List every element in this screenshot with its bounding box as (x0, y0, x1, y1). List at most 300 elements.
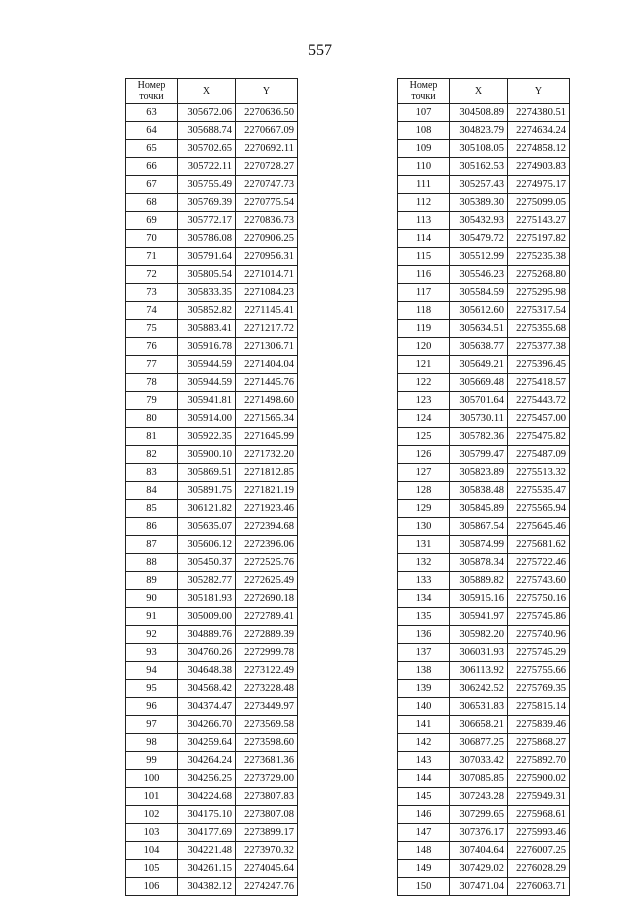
cell-x: 304382.12 (178, 878, 236, 896)
table-row (126, 338, 298, 356)
cell-x: 304648.38 (178, 662, 236, 680)
cell-point-number: 74 (126, 302, 178, 320)
cell-y: 2275769.35 (508, 680, 570, 698)
cell-y: 2275900.02 (508, 770, 570, 788)
table-row (398, 158, 570, 176)
cell-x: 305672.06 (178, 104, 236, 122)
cell-y: 2275457.00 (508, 410, 570, 428)
table-row (398, 356, 570, 374)
table-header-row (126, 79, 298, 104)
table-row (126, 770, 298, 788)
table-row (126, 842, 298, 860)
table-row (126, 284, 298, 302)
cell-y: 2271306.71 (236, 338, 298, 356)
cell-point-number: 108 (398, 122, 450, 140)
table-body-right (398, 104, 570, 896)
cell-x: 305755.49 (178, 176, 236, 194)
cell-y: 2273681.36 (236, 752, 298, 770)
cell-y: 2275443.72 (508, 392, 570, 410)
cell-x: 304259.64 (178, 734, 236, 752)
table-row (398, 878, 570, 896)
cell-point-number: 106 (126, 878, 178, 896)
cell-x: 305722.11 (178, 158, 236, 176)
table-row (126, 122, 298, 140)
cell-x: 305584.59 (450, 284, 508, 302)
cell-x: 305546.23 (450, 266, 508, 284)
cell-point-number: 100 (126, 770, 178, 788)
cell-x: 304568.42 (178, 680, 236, 698)
table-row (126, 374, 298, 392)
table-row (398, 374, 570, 392)
table-row (398, 608, 570, 626)
cell-y: 2275968.61 (508, 806, 570, 824)
cell-x: 305922.35 (178, 428, 236, 446)
cell-x: 305791.64 (178, 248, 236, 266)
cell-y: 2273807.08 (236, 806, 298, 824)
cell-x: 306113.92 (450, 662, 508, 680)
cell-x: 305769.39 (178, 194, 236, 212)
cell-point-number: 71 (126, 248, 178, 266)
cell-x: 305702.65 (178, 140, 236, 158)
cell-point-number: 120 (398, 338, 450, 356)
cell-point-number: 89 (126, 572, 178, 590)
cell-x: 305878.34 (450, 554, 508, 572)
table-row (126, 464, 298, 482)
cell-x: 305833.35 (178, 284, 236, 302)
cell-point-number: 70 (126, 230, 178, 248)
table-row (398, 140, 570, 158)
cell-x: 305944.59 (178, 374, 236, 392)
cell-point-number: 104 (126, 842, 178, 860)
cell-x: 304221.48 (178, 842, 236, 860)
cell-x: 305108.05 (450, 140, 508, 158)
cell-x: 305883.41 (178, 320, 236, 338)
cell-x: 307299.65 (450, 806, 508, 824)
table-row (126, 104, 298, 122)
table-row (398, 194, 570, 212)
cell-x: 305852.82 (178, 302, 236, 320)
cell-y: 2271145.41 (236, 302, 298, 320)
cell-point-number: 112 (398, 194, 450, 212)
cell-x: 306121.82 (178, 500, 236, 518)
cell-y: 2271923.46 (236, 500, 298, 518)
cell-x: 305982.20 (450, 626, 508, 644)
cell-y: 2275839.46 (508, 716, 570, 734)
cell-y: 2273569.58 (236, 716, 298, 734)
cell-point-number: 137 (398, 644, 450, 662)
table-row (398, 842, 570, 860)
cell-x: 305479.72 (450, 230, 508, 248)
table-row (398, 104, 570, 122)
table-row (126, 356, 298, 374)
cell-y: 2271732.20 (236, 446, 298, 464)
cell-point-number: 144 (398, 770, 450, 788)
cell-y: 2275740.96 (508, 626, 570, 644)
table-row (398, 680, 570, 698)
table-row (398, 824, 570, 842)
header-x: X (178, 79, 236, 104)
table-row (126, 194, 298, 212)
cell-point-number: 129 (398, 500, 450, 518)
cell-y: 2275396.45 (508, 356, 570, 374)
cell-point-number: 146 (398, 806, 450, 824)
cell-x: 305389.30 (450, 194, 508, 212)
cell-y: 2275722.46 (508, 554, 570, 572)
cell-x: 307376.17 (450, 824, 508, 842)
cell-point-number: 134 (398, 590, 450, 608)
cell-x: 305786.08 (178, 230, 236, 248)
cell-x: 305782.36 (450, 428, 508, 446)
cell-y: 2275268.80 (508, 266, 570, 284)
cell-y: 2270692.11 (236, 140, 298, 158)
table-row (398, 536, 570, 554)
table-row (398, 734, 570, 752)
cell-x: 304823.79 (450, 122, 508, 140)
cell-point-number: 68 (126, 194, 178, 212)
cell-x: 304374.47 (178, 698, 236, 716)
cell-x: 305649.21 (450, 356, 508, 374)
cell-x: 304175.10 (178, 806, 236, 824)
cell-y: 2274045.64 (236, 860, 298, 878)
cell-x: 305944.59 (178, 356, 236, 374)
table-row (398, 320, 570, 338)
cell-x: 304264.24 (178, 752, 236, 770)
table-row (398, 860, 570, 878)
cell-point-number: 115 (398, 248, 450, 266)
cell-x: 304261.15 (178, 860, 236, 878)
cell-y: 2273122.49 (236, 662, 298, 680)
table-row (126, 626, 298, 644)
cell-y: 2271445.76 (236, 374, 298, 392)
table-row (126, 698, 298, 716)
table-row (126, 554, 298, 572)
cell-point-number: 136 (398, 626, 450, 644)
cell-point-number: 132 (398, 554, 450, 572)
table-row (398, 464, 570, 482)
cell-point-number: 133 (398, 572, 450, 590)
cell-point-number: 75 (126, 320, 178, 338)
cell-y: 2275099.05 (508, 194, 570, 212)
cell-point-number: 121 (398, 356, 450, 374)
cell-point-number: 113 (398, 212, 450, 230)
cell-y: 2275235.38 (508, 248, 570, 266)
cell-point-number: 107 (398, 104, 450, 122)
cell-y: 2274903.83 (508, 158, 570, 176)
cell-y: 2270906.25 (236, 230, 298, 248)
cell-y: 2273970.32 (236, 842, 298, 860)
header-point-number-line1: Номер (137, 80, 166, 91)
cell-x: 307243.28 (450, 788, 508, 806)
table-row (398, 338, 570, 356)
cell-x: 307404.64 (450, 842, 508, 860)
cell-x: 305450.37 (178, 554, 236, 572)
cell-x: 305799.47 (450, 446, 508, 464)
table-row (126, 140, 298, 158)
cell-y: 2273729.00 (236, 770, 298, 788)
cell-y: 2271812.85 (236, 464, 298, 482)
cell-y: 2272625.49 (236, 572, 298, 590)
cell-y: 2272889.39 (236, 626, 298, 644)
table-row (126, 320, 298, 338)
cell-x: 305730.11 (450, 410, 508, 428)
table-row (126, 806, 298, 824)
cell-x: 304889.76 (178, 626, 236, 644)
cell-point-number: 94 (126, 662, 178, 680)
cell-x: 305009.00 (178, 608, 236, 626)
cell-y: 2272789.41 (236, 608, 298, 626)
cell-x: 305606.12 (178, 536, 236, 554)
cell-point-number: 143 (398, 752, 450, 770)
table-row (126, 572, 298, 590)
cell-y: 2275377.38 (508, 338, 570, 356)
table-row (398, 248, 570, 266)
cell-y: 2275645.46 (508, 518, 570, 536)
cell-point-number: 76 (126, 338, 178, 356)
cell-y: 2275535.47 (508, 482, 570, 500)
cell-point-number: 127 (398, 464, 450, 482)
cell-x: 305900.10 (178, 446, 236, 464)
cell-x: 307085.85 (450, 770, 508, 788)
table-row (126, 482, 298, 500)
cell-y: 2275750.16 (508, 590, 570, 608)
table-row (398, 212, 570, 230)
cell-point-number: 114 (398, 230, 450, 248)
cell-point-number: 130 (398, 518, 450, 536)
cell-y: 2273899.17 (236, 824, 298, 842)
cell-point-number: 105 (126, 860, 178, 878)
cell-y: 2274380.51 (508, 104, 570, 122)
table-row (398, 662, 570, 680)
cell-y: 2272394.68 (236, 518, 298, 536)
cell-x: 304256.25 (178, 770, 236, 788)
cell-y: 2273228.48 (236, 680, 298, 698)
table-row (398, 644, 570, 662)
header-point-number-line2: точки (139, 91, 164, 102)
page-number: 557 (308, 42, 332, 59)
table-row (126, 752, 298, 770)
cell-point-number: 85 (126, 500, 178, 518)
table-row (126, 860, 298, 878)
cell-y: 2276063.71 (508, 878, 570, 896)
cell-point-number: 140 (398, 698, 450, 716)
header-x: X (450, 79, 508, 104)
cell-x: 305772.17 (178, 212, 236, 230)
cell-x: 305634.51 (450, 320, 508, 338)
table-row (398, 176, 570, 194)
table-row (126, 590, 298, 608)
cell-point-number: 79 (126, 392, 178, 410)
cell-point-number: 150 (398, 878, 450, 896)
cell-point-number: 67 (126, 176, 178, 194)
table-row (126, 734, 298, 752)
table-row (398, 500, 570, 518)
table-row (398, 284, 570, 302)
cell-y: 2271404.04 (236, 356, 298, 374)
table-row (126, 824, 298, 842)
cell-y: 2271217.72 (236, 320, 298, 338)
cell-point-number: 141 (398, 716, 450, 734)
table-row (398, 572, 570, 590)
cell-point-number: 82 (126, 446, 178, 464)
table-row (126, 410, 298, 428)
cell-y: 2274975.17 (508, 176, 570, 194)
cell-x: 307471.04 (450, 878, 508, 896)
cell-point-number: 135 (398, 608, 450, 626)
table-row (126, 176, 298, 194)
cell-point-number: 64 (126, 122, 178, 140)
cell-y: 2275475.82 (508, 428, 570, 446)
cell-point-number: 145 (398, 788, 450, 806)
table-row (398, 752, 570, 770)
cell-x: 306531.83 (450, 698, 508, 716)
cell-x: 305162.53 (450, 158, 508, 176)
table-row (398, 392, 570, 410)
cell-point-number: 72 (126, 266, 178, 284)
cell-point-number: 119 (398, 320, 450, 338)
cell-x: 305891.75 (178, 482, 236, 500)
cell-y: 2275681.62 (508, 536, 570, 554)
cell-x: 304266.70 (178, 716, 236, 734)
cell-y: 2272999.78 (236, 644, 298, 662)
coordinates-table-left (125, 78, 298, 896)
table-row (398, 716, 570, 734)
table-row (398, 230, 570, 248)
table-row (126, 230, 298, 248)
table-row (126, 518, 298, 536)
cell-x: 305701.64 (450, 392, 508, 410)
coordinates-table-right (397, 78, 570, 896)
cell-point-number: 88 (126, 554, 178, 572)
header-y: Y (508, 79, 570, 104)
cell-point-number: 63 (126, 104, 178, 122)
cell-y: 2275295.98 (508, 284, 570, 302)
cell-y: 2271821.19 (236, 482, 298, 500)
table-row (398, 770, 570, 788)
cell-y: 2273598.60 (236, 734, 298, 752)
cell-point-number: 124 (398, 410, 450, 428)
cell-point-number: 117 (398, 284, 450, 302)
cell-y: 2275949.31 (508, 788, 570, 806)
cell-y: 2273807.83 (236, 788, 298, 806)
cell-x: 305635.07 (178, 518, 236, 536)
cell-point-number: 69 (126, 212, 178, 230)
header-point-number-line2: точки (411, 91, 436, 102)
cell-x: 305915.16 (450, 590, 508, 608)
table-row (126, 428, 298, 446)
table-row (398, 266, 570, 284)
cell-point-number: 149 (398, 860, 450, 878)
cell-y: 2275755.66 (508, 662, 570, 680)
table-row (126, 266, 298, 284)
cell-point-number: 87 (126, 536, 178, 554)
cell-y: 2272690.18 (236, 590, 298, 608)
cell-x: 304224.68 (178, 788, 236, 806)
cell-y: 2275355.68 (508, 320, 570, 338)
table-row (126, 644, 298, 662)
cell-y: 2270728.27 (236, 158, 298, 176)
table-row (398, 806, 570, 824)
cell-point-number: 101 (126, 788, 178, 806)
cell-y: 2271014.71 (236, 266, 298, 284)
cell-point-number: 96 (126, 698, 178, 716)
cell-x: 305282.77 (178, 572, 236, 590)
table-row (398, 698, 570, 716)
cell-x: 305874.99 (450, 536, 508, 554)
table-row (126, 446, 298, 464)
cell-y: 2270667.09 (236, 122, 298, 140)
table-row (126, 500, 298, 518)
cell-y: 2273449.97 (236, 698, 298, 716)
cell-y: 2276028.29 (508, 860, 570, 878)
cell-point-number: 125 (398, 428, 450, 446)
cell-x: 305181.93 (178, 590, 236, 608)
table-row (126, 608, 298, 626)
cell-point-number: 103 (126, 824, 178, 842)
cell-x: 305612.60 (450, 302, 508, 320)
cell-x: 305914.00 (178, 410, 236, 428)
table-row (398, 446, 570, 464)
table-row (126, 392, 298, 410)
cell-x: 305257.43 (450, 176, 508, 194)
cell-point-number: 126 (398, 446, 450, 464)
cell-point-number: 147 (398, 824, 450, 842)
table-row (398, 122, 570, 140)
cell-point-number: 98 (126, 734, 178, 752)
cell-point-number: 97 (126, 716, 178, 734)
cell-y: 2275815.14 (508, 698, 570, 716)
header-point-number (398, 79, 450, 104)
cell-y: 2275197.82 (508, 230, 570, 248)
cell-point-number: 92 (126, 626, 178, 644)
cell-point-number: 81 (126, 428, 178, 446)
cell-point-number: 84 (126, 482, 178, 500)
cell-y: 2270956.31 (236, 248, 298, 266)
cell-y: 2271565.34 (236, 410, 298, 428)
table-row (126, 662, 298, 680)
cell-x: 305916.78 (178, 338, 236, 356)
cell-point-number: 65 (126, 140, 178, 158)
cell-x: 305805.54 (178, 266, 236, 284)
table-row (398, 482, 570, 500)
cell-y: 2275745.86 (508, 608, 570, 626)
cell-x: 304760.26 (178, 644, 236, 662)
table-row (398, 626, 570, 644)
table-header-row (398, 79, 570, 104)
table-row (126, 248, 298, 266)
cell-point-number: 118 (398, 302, 450, 320)
cell-point-number: 138 (398, 662, 450, 680)
cell-x: 305941.97 (450, 608, 508, 626)
table-row (126, 302, 298, 320)
cell-y: 2270636.50 (236, 104, 298, 122)
cell-x: 305688.74 (178, 122, 236, 140)
cell-x: 305941.81 (178, 392, 236, 410)
cell-y: 2275143.27 (508, 212, 570, 230)
cell-point-number: 95 (126, 680, 178, 698)
cell-y: 2271645.99 (236, 428, 298, 446)
cell-y: 2272396.06 (236, 536, 298, 554)
header-y: Y (236, 79, 298, 104)
table-row (398, 554, 570, 572)
cell-x: 305838.48 (450, 482, 508, 500)
cell-x: 306658.21 (450, 716, 508, 734)
cell-y: 2274634.24 (508, 122, 570, 140)
cell-point-number: 122 (398, 374, 450, 392)
cell-x: 304177.69 (178, 824, 236, 842)
table-row (126, 158, 298, 176)
cell-x: 307429.02 (450, 860, 508, 878)
cell-x: 305845.89 (450, 500, 508, 518)
